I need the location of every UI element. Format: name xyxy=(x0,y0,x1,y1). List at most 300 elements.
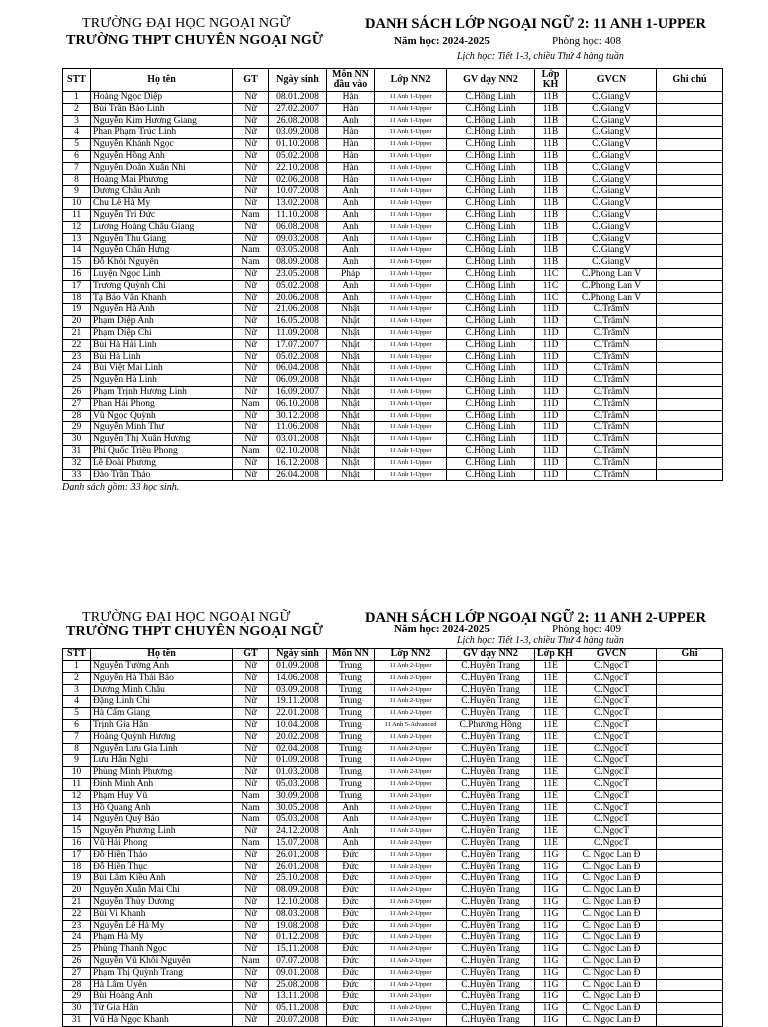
note-cell xyxy=(657,755,723,767)
gender-cell: Nữ xyxy=(233,162,269,174)
stt-cell: 8 xyxy=(63,174,91,186)
note-cell xyxy=(657,790,723,802)
gender-cell: Nữ xyxy=(233,422,269,434)
homeroom-class-cell: 11G xyxy=(535,944,567,956)
nn2-class-cell: 11 Anh 2-Upper xyxy=(375,920,447,932)
entry-language-cell: Anh xyxy=(327,826,375,838)
homeroom-teacher-cell: C. Ngọc Lan Đ xyxy=(567,979,657,991)
full-name-cell: Đặng Linh Chi xyxy=(91,696,233,708)
full-name-cell: Bùi Lâm Kiều Anh xyxy=(91,873,233,885)
column-header-homeroom-class: Lớp KH xyxy=(535,649,567,661)
table-row xyxy=(63,257,723,269)
table-row xyxy=(63,363,723,375)
gender-cell: Nữ xyxy=(233,233,269,245)
stt-cell: 15 xyxy=(63,826,91,838)
stt-cell: 6 xyxy=(63,719,91,731)
gender-cell: Nữ xyxy=(233,150,269,162)
table-row xyxy=(63,327,723,339)
school-name: TRƯỜNG THPT CHUYÊN NGOẠI NGỮ xyxy=(66,33,324,48)
school-year: Năm học: 2024-2025 xyxy=(394,35,490,47)
student-count-note: Danh sách gồm: 33 học sinh. xyxy=(62,482,180,494)
nn2-teacher-cell: C.Huyền Trang xyxy=(447,814,535,826)
note-cell xyxy=(657,920,723,932)
homeroom-teacher-cell: C. Ngọc Lan Đ xyxy=(567,849,657,861)
gender-cell: Nữ xyxy=(233,778,269,790)
nn2-class-cell: 11 Anh 2-Upper xyxy=(375,661,447,673)
entry-language-cell: Trung xyxy=(327,731,375,743)
nn2-teacher-cell: C.Hồng Linh xyxy=(447,434,535,446)
stt-cell: 8 xyxy=(63,743,91,755)
homeroom-class-cell: 11E xyxy=(535,755,567,767)
note-cell xyxy=(657,327,723,339)
gender-cell: Nữ xyxy=(233,979,269,991)
nn2-teacher-cell: C.Hồng Linh xyxy=(447,398,535,410)
stt-cell: 20 xyxy=(63,316,91,328)
homeroom-class-cell: 11C xyxy=(535,268,567,280)
school-year: Năm học: 2024-2025 xyxy=(394,623,490,635)
column-header-gender: GT xyxy=(233,69,269,92)
homeroom-class-cell: 11D xyxy=(535,469,567,481)
table-row xyxy=(63,103,723,115)
nn2-class-cell: 11 Anh 1-Upper xyxy=(375,268,447,280)
note-cell xyxy=(657,316,723,328)
note-cell xyxy=(657,731,723,743)
nn2-teacher-cell: C.Huyền Trang xyxy=(447,837,535,849)
homeroom-class-cell: 11G xyxy=(535,896,567,908)
table-row xyxy=(63,684,723,696)
homeroom-class-cell: 11D xyxy=(535,457,567,469)
homeroom-teacher-cell: C. Ngọc Lan Đ xyxy=(567,991,657,1003)
nn2-teacher-cell: C.Huyền Trang xyxy=(447,885,535,897)
note-cell xyxy=(657,127,723,139)
nn2-teacher-cell: C.Hồng Linh xyxy=(447,92,535,104)
table-row xyxy=(63,92,723,104)
birth-date-cell: 01.09.2008 xyxy=(269,661,327,673)
table-row xyxy=(63,885,723,897)
birth-date-cell: 05.02.2008 xyxy=(269,351,327,363)
entry-language-cell: Trung xyxy=(327,672,375,684)
homeroom-teacher-cell: C.Phong Lan V xyxy=(567,268,657,280)
homeroom-teacher-cell: C.NgọcT xyxy=(567,790,657,802)
column-header-stt: STT xyxy=(63,649,91,661)
full-name-cell: Chu Lê Hà My xyxy=(91,198,233,210)
stt-cell: 23 xyxy=(63,351,91,363)
table-row xyxy=(63,826,723,838)
full-name-cell: Phan Hải Phong xyxy=(91,398,233,410)
nn2-class-cell: 11 Anh 2-Upper xyxy=(375,767,447,779)
homeroom-teacher-cell: C.GiangV xyxy=(567,233,657,245)
entry-language-cell: Trung xyxy=(327,767,375,779)
gender-cell: Nam xyxy=(233,837,269,849)
stt-cell: 5 xyxy=(63,708,91,720)
entry-language-cell: Anh xyxy=(327,221,375,233)
birth-date-cell: 26.08.2008 xyxy=(269,115,327,127)
stt-cell: 1 xyxy=(63,661,91,673)
university-name: TRƯỜNG ĐẠI HỌC NGOẠI NGỮ xyxy=(82,610,291,625)
homeroom-teacher-cell: C.Phong Lan V xyxy=(567,280,657,292)
full-name-cell: Nguyễn Xuân Mai Chi xyxy=(91,885,233,897)
birth-date-cell: 08.03.2008 xyxy=(269,908,327,920)
homeroom-class-cell: 11C xyxy=(535,280,567,292)
gender-cell: Nữ xyxy=(233,292,269,304)
nn2-teacher-cell: C.Huyền Trang xyxy=(447,1014,535,1026)
stt-cell: 22 xyxy=(63,908,91,920)
full-name-cell: Nguyễn Lê Hà My xyxy=(91,920,233,932)
homeroom-class-cell: 11E xyxy=(535,661,567,673)
homeroom-teacher-cell: C.GiangV xyxy=(567,127,657,139)
full-name-cell: Nguyễn Vũ Khôi Nguyên xyxy=(91,955,233,967)
entry-language-cell: Nhật xyxy=(327,386,375,398)
homeroom-class-cell: 11D xyxy=(535,339,567,351)
entry-language-cell: Trung xyxy=(327,684,375,696)
birth-date-cell: 14.06.2008 xyxy=(269,672,327,684)
homeroom-teacher-cell: C.GiangV xyxy=(567,103,657,115)
column-header-nn2-class: Lớp NN2 xyxy=(375,649,447,661)
homeroom-class-cell: 11G xyxy=(535,908,567,920)
nn2-teacher-cell: C.Huyền Trang xyxy=(447,826,535,838)
nn2-class-cell: 11 Anh 2-Upper xyxy=(375,790,447,802)
note-cell xyxy=(657,719,723,731)
note-cell xyxy=(657,103,723,115)
homeroom-class-cell: 11D xyxy=(535,398,567,410)
entry-language-cell: Nhật xyxy=(327,339,375,351)
homeroom-teacher-cell: C.TrâmN xyxy=(567,422,657,434)
gender-cell: Nam xyxy=(233,445,269,457)
stt-cell: 24 xyxy=(63,363,91,375)
table-row xyxy=(63,1014,723,1026)
homeroom-class-cell: 11G xyxy=(535,967,567,979)
homeroom-teacher-cell: C.NgọcT xyxy=(567,814,657,826)
homeroom-class-cell: 11B xyxy=(535,257,567,269)
nn2-teacher-cell: C.Huyền Trang xyxy=(447,932,535,944)
table-row xyxy=(63,174,723,186)
entry-language-cell: Đức xyxy=(327,1014,375,1026)
nn2-teacher-cell: C.Hồng Linh xyxy=(447,186,535,198)
stt-cell: 2 xyxy=(63,672,91,684)
nn2-class-cell: 11 Anh 2-Upper xyxy=(375,849,447,861)
nn2-class-cell: 11 Anh 2-Upper xyxy=(375,755,447,767)
stt-cell: 3 xyxy=(63,115,91,127)
homeroom-class-cell: 11B xyxy=(535,162,567,174)
entry-language-cell: Hàn xyxy=(327,150,375,162)
gender-cell: Nữ xyxy=(233,127,269,139)
note-cell xyxy=(657,1003,723,1015)
nn2-teacher-cell: C.Hồng Linh xyxy=(447,139,535,151)
column-header-note: Ghi xyxy=(657,649,723,661)
birth-date-cell: 06.09.2008 xyxy=(269,375,327,387)
birth-date-cell: 20.06.2008 xyxy=(269,292,327,304)
nn2-class-cell: 11 Anh 1-Upper xyxy=(375,280,447,292)
homeroom-teacher-cell: C.GiangV xyxy=(567,209,657,221)
column-header-nn2-teacher: GV dạy NN2 xyxy=(447,69,535,92)
table-header-row xyxy=(63,649,723,661)
note-cell xyxy=(657,885,723,897)
note-cell xyxy=(657,469,723,481)
homeroom-teacher-cell: C.NgọcT xyxy=(567,672,657,684)
schedule-note: Lịch học: Tiết 1-3, chiều Thứ 4 hàng tuần xyxy=(457,635,624,646)
full-name-cell: Phạm Thị Quỳnh Trang xyxy=(91,967,233,979)
gender-cell: Nữ xyxy=(233,1003,269,1015)
stt-cell: 4 xyxy=(63,696,91,708)
table-row xyxy=(63,696,723,708)
nn2-class-cell: 11 Anh 2-Upper xyxy=(375,814,447,826)
entry-language-cell: Hàn xyxy=(327,92,375,104)
table-row xyxy=(63,778,723,790)
entry-language-cell: Nhật xyxy=(327,363,375,375)
stt-cell: 31 xyxy=(63,1014,91,1026)
homeroom-teacher-cell: C.NgọcT xyxy=(567,731,657,743)
nn2-teacher-cell: C.Hồng Linh xyxy=(447,268,535,280)
homeroom-teacher-cell: C.Phong Lan V xyxy=(567,292,657,304)
nn2-teacher-cell: C.Huyền Trang xyxy=(447,672,535,684)
homeroom-class-cell: 11B xyxy=(535,103,567,115)
homeroom-teacher-cell: C.TrâmN xyxy=(567,386,657,398)
homeroom-class-cell: 11G xyxy=(535,849,567,861)
nn2-teacher-cell: C.Huyền Trang xyxy=(447,861,535,873)
homeroom-class-cell: 11G xyxy=(535,991,567,1003)
full-name-cell: Nguyễn Quý Bảo xyxy=(91,814,233,826)
full-name-cell: Lương Hoàng Châu Giang xyxy=(91,221,233,233)
full-name-cell: Vũ Ngọc Quỳnh xyxy=(91,410,233,422)
gender-cell: Nữ xyxy=(233,861,269,873)
note-cell xyxy=(657,422,723,434)
column-header-entry-language: Môn NN xyxy=(327,649,375,661)
gender-cell: Nữ xyxy=(233,363,269,375)
full-name-cell: Luyện Ngọc Linh xyxy=(91,268,233,280)
note-cell xyxy=(657,292,723,304)
homeroom-teacher-cell: C.TrâmN xyxy=(567,398,657,410)
entry-language-cell: Nhật xyxy=(327,375,375,387)
table-row xyxy=(63,304,723,316)
table-row xyxy=(63,790,723,802)
full-name-cell: Nguyễn Chấn Hưng xyxy=(91,245,233,257)
stt-cell: 9 xyxy=(63,755,91,767)
stt-cell: 24 xyxy=(63,932,91,944)
full-name-cell: Phạm Trịnh Hương Linh xyxy=(91,386,233,398)
birth-date-cell: 23.05.2008 xyxy=(269,268,327,280)
birth-date-cell: 30.09.2008 xyxy=(269,790,327,802)
table-row xyxy=(63,316,723,328)
note-cell xyxy=(657,115,723,127)
nn2-teacher-cell: C.Hồng Linh xyxy=(447,422,535,434)
homeroom-class-cell: 11G xyxy=(535,979,567,991)
note-cell xyxy=(657,198,723,210)
entry-language-cell: Đức xyxy=(327,873,375,885)
birth-date-cell: 03.09.2008 xyxy=(269,684,327,696)
entry-language-cell: Nhật xyxy=(327,316,375,328)
nn2-class-cell: 11 Anh 1-Upper xyxy=(375,292,447,304)
homeroom-teacher-cell: C. Ngọc Lan Đ xyxy=(567,896,657,908)
full-name-cell: Bùi Hà Linh xyxy=(91,351,233,363)
class-list-sheet-1 xyxy=(62,14,722,493)
entry-language-cell: Trung xyxy=(327,696,375,708)
birth-date-cell: 17.07.2007 xyxy=(269,339,327,351)
nn2-class-cell: 11 Anh 1-Upper xyxy=(375,339,447,351)
full-name-cell: Dương Minh Châu xyxy=(91,684,233,696)
note-cell xyxy=(657,849,723,861)
gender-cell: Nữ xyxy=(233,304,269,316)
nn2-teacher-cell: C.Hồng Linh xyxy=(447,457,535,469)
birth-date-cell: 26.01.2008 xyxy=(269,849,327,861)
stt-cell: 12 xyxy=(63,790,91,802)
entry-language-cell: Đức xyxy=(327,908,375,920)
full-name-cell: Bùi Hoàng Anh xyxy=(91,991,233,1003)
full-name-cell: Nguyễn Tường Anh xyxy=(91,661,233,673)
birth-date-cell: 20.07.2008 xyxy=(269,1014,327,1026)
birth-date-cell: 05.11.2008 xyxy=(269,1003,327,1015)
column-header-homeroom-teacher: GVCN xyxy=(567,649,657,661)
table-row xyxy=(63,398,723,410)
column-header-homeroom-class: Lớp KH xyxy=(535,69,567,92)
nn2-teacher-cell: C.Huyền Trang xyxy=(447,755,535,767)
birth-date-cell: 09.01.2008 xyxy=(269,967,327,979)
homeroom-teacher-cell: C.NgọcT xyxy=(567,755,657,767)
nn2-class-cell: 11 Anh 1-Upper xyxy=(375,422,447,434)
nn2-teacher-cell: C.Hồng Linh xyxy=(447,304,535,316)
gender-cell: Nữ xyxy=(233,115,269,127)
nn2-teacher-cell: C.Huyền Trang xyxy=(447,967,535,979)
full-name-cell: Phạm Huy Vũ xyxy=(91,790,233,802)
note-cell xyxy=(657,257,723,269)
table-row xyxy=(63,150,723,162)
gender-cell: Nữ xyxy=(233,672,269,684)
gender-cell: Nữ xyxy=(233,708,269,720)
birth-date-cell: 24.12.2008 xyxy=(269,826,327,838)
homeroom-class-cell: 11B xyxy=(535,92,567,104)
entry-language-cell: Đức xyxy=(327,849,375,861)
entry-language-cell: Đức xyxy=(327,885,375,897)
column-header-nn2-teacher: GV dạy NN2 xyxy=(447,649,535,661)
stt-cell: 25 xyxy=(63,944,91,956)
note-cell xyxy=(657,209,723,221)
stt-cell: 3 xyxy=(63,684,91,696)
nn2-teacher-cell: C.Hồng Linh xyxy=(447,198,535,210)
gender-cell: Nữ xyxy=(233,375,269,387)
full-name-cell: Đào Trần Thảo xyxy=(91,469,233,481)
birth-date-cell: 15.07.2008 xyxy=(269,837,327,849)
entry-language-cell: Đức xyxy=(327,861,375,873)
stt-cell: 10 xyxy=(63,198,91,210)
note-cell xyxy=(657,375,723,387)
entry-language-cell: Anh xyxy=(327,280,375,292)
nn2-teacher-cell: C.Huyền Trang xyxy=(447,979,535,991)
nn2-teacher-cell: C.Hồng Linh xyxy=(447,375,535,387)
note-cell xyxy=(657,150,723,162)
stt-cell: 30 xyxy=(63,1003,91,1015)
nn2-class-cell: 11 Anh 2-Upper xyxy=(375,696,447,708)
homeroom-class-cell: 11E xyxy=(535,814,567,826)
homeroom-teacher-cell: C. Ngọc Lan Đ xyxy=(567,1003,657,1015)
nn2-class-cell: 11 Anh 2-Upper xyxy=(375,778,447,790)
stt-cell: 16 xyxy=(63,837,91,849)
homeroom-teacher-cell: C.NgọcT xyxy=(567,802,657,814)
table-row xyxy=(63,139,723,151)
stt-cell: 29 xyxy=(63,991,91,1003)
nn2-class-cell: 11 Anh 1-Upper xyxy=(375,327,447,339)
table-row xyxy=(63,162,723,174)
homeroom-teacher-cell: C.NgọcT xyxy=(567,661,657,673)
birth-date-cell: 01.09.2008 xyxy=(269,755,327,767)
nn2-class-cell: 11 Anh 2-Upper xyxy=(375,885,447,897)
full-name-cell: Đỗ Khôi Nguyên xyxy=(91,257,233,269)
homeroom-class-cell: 11D xyxy=(535,434,567,446)
homeroom-teacher-cell: C.TrâmN xyxy=(567,410,657,422)
homeroom-class-cell: 11B xyxy=(535,174,567,186)
class-list-sheet-2 xyxy=(62,608,722,1027)
homeroom-teacher-cell: C.NgọcT xyxy=(567,837,657,849)
full-name-cell: Nguyễn Minh Thư xyxy=(91,422,233,434)
homeroom-teacher-cell: C. Ngọc Lan Đ xyxy=(567,1014,657,1026)
gender-cell: Nữ xyxy=(233,174,269,186)
note-cell xyxy=(657,991,723,1003)
note-cell xyxy=(657,814,723,826)
homeroom-teacher-cell: C. Ngọc Lan Đ xyxy=(567,955,657,967)
gender-cell: Nữ xyxy=(233,434,269,446)
nn2-class-cell: 11 Anh 5-Advanced xyxy=(375,719,447,731)
entry-language-cell: Đức xyxy=(327,920,375,932)
birth-date-cell: 16.09.2007 xyxy=(269,386,327,398)
nn2-teacher-cell: C.Hồng Linh xyxy=(447,469,535,481)
gender-cell: Nữ xyxy=(233,457,269,469)
nn2-teacher-cell: C.Huyền Trang xyxy=(447,696,535,708)
nn2-class-cell: 11 Anh 2-Upper xyxy=(375,955,447,967)
note-cell xyxy=(657,162,723,174)
birth-date-cell: 02.06.2008 xyxy=(269,174,327,186)
gender-cell: Nữ xyxy=(233,1014,269,1026)
gender-cell: Nữ xyxy=(233,719,269,731)
full-name-cell: Từ Gia Hân xyxy=(91,1003,233,1015)
table-row xyxy=(63,245,723,257)
birth-date-cell: 10.04.2008 xyxy=(269,719,327,731)
homeroom-class-cell: 11B xyxy=(535,139,567,151)
homeroom-class-cell: 11E xyxy=(535,719,567,731)
nn2-teacher-cell: C.Hồng Linh xyxy=(447,221,535,233)
homeroom-class-cell: 11B xyxy=(535,209,567,221)
gender-cell: Nữ xyxy=(233,920,269,932)
column-header-entry-language: Môn NN đầu vào xyxy=(327,69,375,92)
homeroom-teacher-cell: C. Ngọc Lan Đ xyxy=(567,920,657,932)
full-name-cell: Tạ Bảo Vân Khanh xyxy=(91,292,233,304)
stt-cell: 18 xyxy=(63,292,91,304)
homeroom-class-cell: 11G xyxy=(535,920,567,932)
column-header-full-name: Họ tên xyxy=(91,69,233,92)
homeroom-class-cell: 11D xyxy=(535,351,567,363)
birth-date-cell: 30.12.2008 xyxy=(269,410,327,422)
birth-date-cell: 02.04.2008 xyxy=(269,743,327,755)
note-cell xyxy=(657,445,723,457)
nn2-teacher-cell: C.Hồng Linh xyxy=(447,280,535,292)
nn2-class-cell: 11 Anh 1-Upper xyxy=(375,92,447,104)
gender-cell: Nam xyxy=(233,245,269,257)
stt-cell: 32 xyxy=(63,457,91,469)
table-row xyxy=(63,955,723,967)
homeroom-class-cell: 11D xyxy=(535,445,567,457)
nn2-class-cell: 11 Anh 1-Upper xyxy=(375,150,447,162)
sheet-header xyxy=(62,608,722,648)
stt-cell: 13 xyxy=(63,233,91,245)
homeroom-teacher-cell: C. Ngọc Lan Đ xyxy=(567,944,657,956)
column-header-full-name: Họ tên xyxy=(91,649,233,661)
nn2-class-cell: 11 Anh 2-Upper xyxy=(375,873,447,885)
homeroom-teacher-cell: C.TrâmN xyxy=(567,375,657,387)
homeroom-class-cell: 11D xyxy=(535,316,567,328)
sheet-header xyxy=(62,14,722,68)
entry-language-cell: Nhật xyxy=(327,304,375,316)
full-name-cell: Vũ Hải Phong xyxy=(91,837,233,849)
nn2-teacher-cell: C.Huyền Trang xyxy=(447,991,535,1003)
full-name-cell: Nguyễn Khánh Ngọc xyxy=(91,139,233,151)
nn2-teacher-cell: C.Huyền Trang xyxy=(447,944,535,956)
